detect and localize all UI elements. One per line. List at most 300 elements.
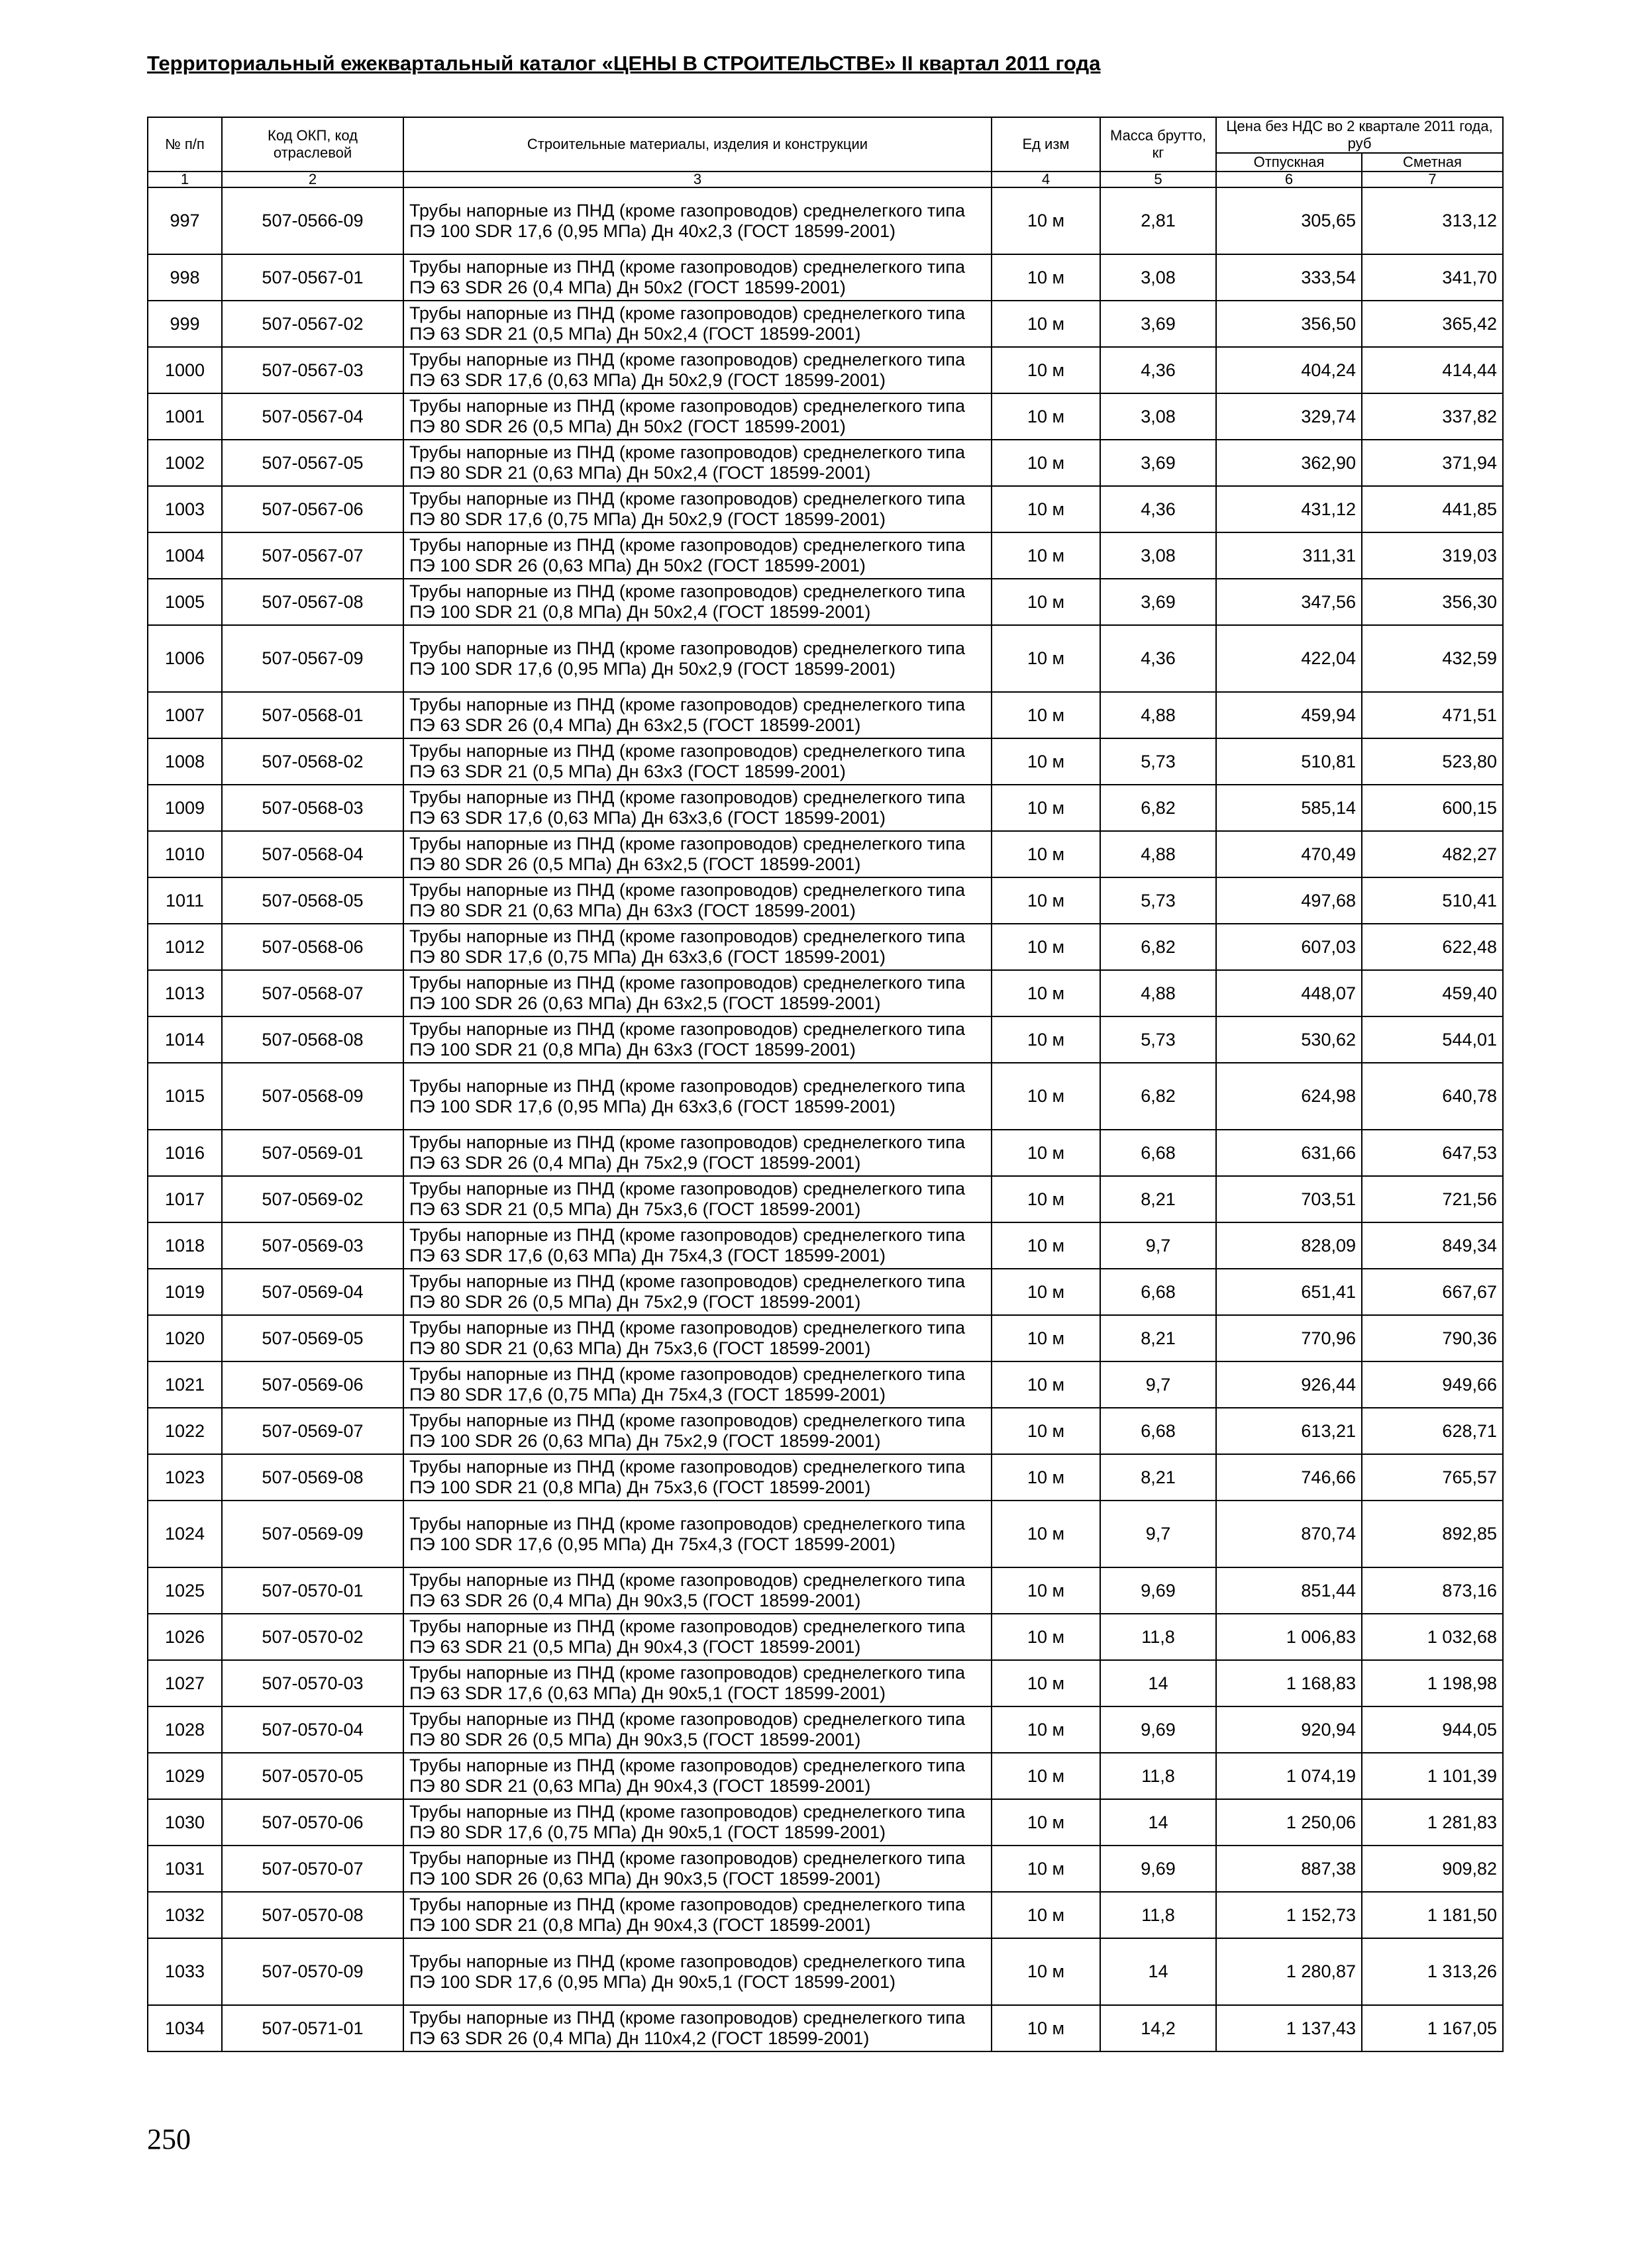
table-body [148, 187, 1503, 2051]
col-header-unit: Ед изм [992, 117, 1100, 172]
price-estimate-cell: 414,44 [1362, 347, 1503, 393]
column-number: 1 [148, 172, 222, 187]
product-code: 507-0567-02 [222, 301, 403, 347]
product-name: Трубы напорные из ПНД (кроме газопроводов) среднелегкого типа ПЭ 80 SDR 21 (0,63 МПа) Дн 63х3 (ГОСТ 18599-2001) [403, 877, 992, 924]
table-row [148, 1614, 1503, 1660]
mass-cell: 6,68 [1100, 1408, 1216, 1454]
product-name: Трубы напорные из ПНД (кроме газопроводов) среднелегкого типа ПЭ 63 SDR 17,6 (0,63 МПа) Дн 63х3,6 (ГОСТ 18599-2001) [403, 785, 992, 831]
unit-cell: 10 м [992, 1753, 1100, 1799]
col-header-code: Код ОКП, код отраслевой [222, 117, 403, 172]
product-code: 507-0567-01 [222, 254, 403, 301]
row-number: 999 [148, 301, 222, 347]
mass-cell: 4,36 [1100, 486, 1216, 532]
row-number: 1026 [148, 1614, 222, 1660]
price-release-cell: 851,44 [1216, 1567, 1362, 1614]
product-name: Трубы напорные из ПНД (кроме газопроводов) среднелегкого типа ПЭ 80 SDR 17,6 (0,75 МПа) Дн 63х3,6 (ГОСТ 18599-2001) [403, 924, 992, 970]
unit-cell: 10 м [992, 187, 1100, 254]
price-release-cell: 1 168,83 [1216, 1660, 1362, 1706]
row-number: 1002 [148, 440, 222, 486]
product-name: Трубы напорные из ПНД (кроме газопроводов) среднелегкого типа ПЭ 100 SDR 26 (0,63 МПа) Дн 50х2 (ГОСТ 18599-2001) [403, 532, 992, 579]
col-header-num: № п/п [148, 117, 222, 172]
table-row [148, 1130, 1503, 1176]
row-number: 1009 [148, 785, 222, 831]
mass-cell: 5,73 [1100, 877, 1216, 924]
row-number: 1017 [148, 1176, 222, 1222]
product-name: Трубы напорные из ПНД (кроме газопроводов) среднелегкого типа ПЭ 100 SDR 17,6 (0,95 МПа) Дн 63х3,6 (ГОСТ 18599-2001) [403, 1063, 992, 1130]
price-estimate-cell: 337,82 [1362, 393, 1503, 440]
price-estimate-cell: 721,56 [1362, 1176, 1503, 1222]
table-row [148, 1706, 1503, 1753]
table-row [148, 347, 1503, 393]
column-number: 3 [403, 172, 992, 187]
price-estimate-cell: 667,67 [1362, 1269, 1503, 1315]
product-code: 507-0570-08 [222, 1892, 403, 1938]
price-estimate-cell: 647,53 [1362, 1130, 1503, 1176]
unit-cell: 10 м [992, 970, 1100, 1016]
price-release-cell: 887,38 [1216, 1846, 1362, 1892]
unit-cell: 10 м [992, 532, 1100, 579]
price-estimate-cell: 765,57 [1362, 1454, 1503, 1501]
table-row [148, 877, 1503, 924]
price-estimate-cell: 510,41 [1362, 877, 1503, 924]
mass-cell: 5,73 [1100, 1016, 1216, 1063]
price-estimate-cell: 441,85 [1362, 486, 1503, 532]
table-row [148, 532, 1503, 579]
product-code: 507-0567-04 [222, 393, 403, 440]
price-estimate-cell: 1 313,26 [1362, 1938, 1503, 2005]
unit-cell: 10 м [992, 1660, 1100, 1706]
unit-cell: 10 м [992, 692, 1100, 738]
row-number: 1007 [148, 692, 222, 738]
product-name: Трубы напорные из ПНД (кроме газопроводов) среднелегкого типа ПЭ 80 SDR 17,6 (0,75 МПа) Дн 50х2,9 (ГОСТ 18599-2001) [403, 486, 992, 532]
mass-cell: 8,21 [1100, 1454, 1216, 1501]
row-number: 1033 [148, 1938, 222, 2005]
col-header-price-estimate: Сметная [1362, 153, 1503, 172]
price-estimate-cell: 371,94 [1362, 440, 1503, 486]
price-estimate-cell: 892,85 [1362, 1501, 1503, 1567]
column-number: 6 [1216, 172, 1362, 187]
mass-cell: 2,81 [1100, 187, 1216, 254]
table-row [148, 831, 1503, 877]
row-number: 1024 [148, 1501, 222, 1567]
unit-cell: 10 м [992, 579, 1100, 625]
price-estimate-cell: 1 167,05 [1362, 2005, 1503, 2051]
unit-cell: 10 м [992, 831, 1100, 877]
unit-cell: 10 м [992, 1501, 1100, 1567]
price-release-cell: 1 137,43 [1216, 2005, 1362, 2051]
product-name: Трубы напорные из ПНД (кроме газопроводов) среднелегкого типа ПЭ 80 SDR 21 (0,63 МПа) Дн 75х3,6 (ГОСТ 18599-2001) [403, 1315, 992, 1361]
price-estimate-cell: 628,71 [1362, 1408, 1503, 1454]
price-release-cell: 530,62 [1216, 1016, 1362, 1063]
col-header-mass: Масса брутто, кг [1100, 117, 1216, 172]
row-number: 1030 [148, 1799, 222, 1846]
product-code: 507-0570-04 [222, 1706, 403, 1753]
mass-cell: 3,69 [1100, 579, 1216, 625]
product-code: 507-0570-05 [222, 1753, 403, 1799]
unit-cell: 10 м [992, 440, 1100, 486]
price-release-cell: 356,50 [1216, 301, 1362, 347]
price-estimate-cell: 1 101,39 [1362, 1753, 1503, 1799]
price-estimate-cell: 949,66 [1362, 1361, 1503, 1408]
row-number: 1010 [148, 831, 222, 877]
price-release-cell: 510,81 [1216, 738, 1362, 785]
page-header [147, 52, 1100, 75]
product-name: Трубы напорные из ПНД (кроме газопроводов) среднелегкого типа ПЭ 63 SDR 21 (0,5 МПа) Дн 63х3 (ГОСТ 18599-2001) [403, 738, 992, 785]
mass-cell: 11,8 [1100, 1753, 1216, 1799]
product-code: 507-0570-06 [222, 1799, 403, 1846]
unit-cell: 10 м [992, 2005, 1100, 2051]
table-row [148, 254, 1503, 301]
unit-cell: 10 м [992, 877, 1100, 924]
mass-cell: 14 [1100, 1938, 1216, 2005]
product-code: 507-0568-01 [222, 692, 403, 738]
price-release-cell: 1 152,73 [1216, 1892, 1362, 1938]
mass-cell: 3,08 [1100, 393, 1216, 440]
col-header-name: Строительные материалы, изделия и конструкции [403, 117, 992, 172]
row-number: 1005 [148, 579, 222, 625]
table-row [148, 1222, 1503, 1269]
product-name: Трубы напорные из ПНД (кроме газопроводов) среднелегкого типа ПЭ 63 SDR 21 (0,5 МПа) Дн 50х2,4 (ГОСТ 18599-2001) [403, 301, 992, 347]
table-row [148, 301, 1503, 347]
row-number: 1023 [148, 1454, 222, 1501]
product-code: 507-0570-09 [222, 1938, 403, 2005]
product-name: Трубы напорные из ПНД (кроме газопроводов) среднелегкого типа ПЭ 63 SDR 26 (0,4 МПа) Дн 50х2 (ГОСТ 18599-2001) [403, 254, 992, 301]
product-code: 507-0569-09 [222, 1501, 403, 1567]
price-estimate-cell: 432,59 [1362, 625, 1503, 692]
price-release-cell: 828,09 [1216, 1222, 1362, 1269]
product-name: Трубы напорные из ПНД (кроме газопроводов) среднелегкого типа ПЭ 100 SDR 21 (0,8 МПа) Дн 75х3,6 (ГОСТ 18599-2001) [403, 1454, 992, 1501]
mass-cell: 9,7 [1100, 1361, 1216, 1408]
product-code: 507-0568-05 [222, 877, 403, 924]
unit-cell: 10 м [992, 301, 1100, 347]
mass-cell: 4,36 [1100, 347, 1216, 393]
price-release-cell: 1 250,06 [1216, 1799, 1362, 1846]
row-number: 1004 [148, 532, 222, 579]
row-number: 1022 [148, 1408, 222, 1454]
unit-cell: 10 м [992, 1454, 1100, 1501]
table-row [148, 440, 1503, 486]
product-name: Трубы напорные из ПНД (кроме газопроводов) среднелегкого типа ПЭ 80 SDR 17,6 (0,75 МПа) Дн 75х4,3 (ГОСТ 18599-2001) [403, 1361, 992, 1408]
price-estimate-cell: 1 181,50 [1362, 1892, 1503, 1938]
table-row [148, 1501, 1503, 1567]
unit-cell: 10 м [992, 1408, 1100, 1454]
product-code: 507-0566-09 [222, 187, 403, 254]
product-name: Трубы напорные из ПНД (кроме газопроводов) среднелегкого типа ПЭ 63 SDR 21 (0,5 МПа) Дн 90х4,3 (ГОСТ 18599-2001) [403, 1614, 992, 1660]
product-name: Трубы напорные из ПНД (кроме газопроводов) среднелегкого типа ПЭ 80 SDR 26 (0,5 МПа) Дн 75х2,9 (ГОСТ 18599-2001) [403, 1269, 992, 1315]
product-name: Трубы напорные из ПНД (кроме газопроводов) среднелегкого типа ПЭ 80 SDR 21 (0,63 МПа) Дн 50х2,4 (ГОСТ 18599-2001) [403, 440, 992, 486]
price-estimate-cell: 313,12 [1362, 187, 1503, 254]
unit-cell: 10 м [992, 785, 1100, 831]
mass-cell: 14 [1100, 1660, 1216, 1706]
unit-cell: 10 м [992, 1063, 1100, 1130]
row-number: 1032 [148, 1892, 222, 1938]
product-code: 507-0567-07 [222, 532, 403, 579]
product-name: Трубы напорные из ПНД (кроме газопроводов) среднелегкого типа ПЭ 63 SDR 26 (0,4 МПа) Дн 63х2,5 (ГОСТ 18599-2001) [403, 692, 992, 738]
mass-cell: 14,2 [1100, 2005, 1216, 2051]
price-estimate-cell: 600,15 [1362, 785, 1503, 831]
product-name: Трубы напорные из ПНД (кроме газопроводов) среднелегкого типа ПЭ 80 SDR 26 (0,5 МПа) Дн 63х2,5 (ГОСТ 18599-2001) [403, 831, 992, 877]
row-number: 1011 [148, 877, 222, 924]
table-row [148, 1660, 1503, 1706]
row-number: 1028 [148, 1706, 222, 1753]
product-code: 507-0567-05 [222, 440, 403, 486]
row-number: 1016 [148, 1130, 222, 1176]
price-release-cell: 1 074,19 [1216, 1753, 1362, 1799]
row-number: 1020 [148, 1315, 222, 1361]
table-row [148, 970, 1503, 1016]
table-row [148, 1176, 1503, 1222]
product-name: Трубы напорные из ПНД (кроме газопроводов) среднелегкого типа ПЭ 100 SDR 17,6 (0,95 МПа) Дн 40х2,3 (ГОСТ 18599-2001) [403, 187, 992, 254]
product-code: 507-0569-01 [222, 1130, 403, 1176]
product-name: Трубы напорные из ПНД (кроме газопроводов) среднелегкого типа ПЭ 100 SDR 21 (0,8 МПа) Дн 50х2,4 (ГОСТ 18599-2001) [403, 579, 992, 625]
table-row [148, 1016, 1503, 1063]
row-number: 1029 [148, 1753, 222, 1799]
unit-cell: 10 м [992, 393, 1100, 440]
product-code: 507-0569-04 [222, 1269, 403, 1315]
price-estimate-cell: 482,27 [1362, 831, 1503, 877]
unit-cell: 10 м [992, 347, 1100, 393]
product-name: Трубы напорные из ПНД (кроме газопроводов) среднелегкого типа ПЭ 63 SDR 21 (0,5 МПа) Дн 75х3,6 (ГОСТ 18599-2001) [403, 1176, 992, 1222]
price-estimate-cell: 909,82 [1362, 1846, 1503, 1892]
mass-cell: 3,08 [1100, 532, 1216, 579]
mass-cell: 4,88 [1100, 692, 1216, 738]
table-row [148, 692, 1503, 738]
table-row [148, 1454, 1503, 1501]
unit-cell: 10 м [992, 924, 1100, 970]
row-number: 1018 [148, 1222, 222, 1269]
price-release-cell: 305,65 [1216, 187, 1362, 254]
unit-cell: 10 м [992, 486, 1100, 532]
table-row [148, 1567, 1503, 1614]
table-row [148, 1799, 1503, 1846]
column-number: 4 [992, 172, 1100, 187]
price-release-cell: 459,94 [1216, 692, 1362, 738]
price-estimate-cell: 356,30 [1362, 579, 1503, 625]
price-release-cell: 631,66 [1216, 1130, 1362, 1176]
table-row [148, 1846, 1503, 1892]
product-code: 507-0568-03 [222, 785, 403, 831]
table-row [148, 625, 1503, 692]
table-row [148, 393, 1503, 440]
product-name: Трубы напорные из ПНД (кроме газопроводов) среднелегкого типа ПЭ 80 SDR 26 (0,5 МПа) Дн 50х2 (ГОСТ 18599-2001) [403, 393, 992, 440]
row-number: 1008 [148, 738, 222, 785]
row-number: 1031 [148, 1846, 222, 1892]
mass-cell: 9,69 [1100, 1706, 1216, 1753]
price-estimate-cell: 544,01 [1362, 1016, 1503, 1063]
table-row [148, 1938, 1503, 2005]
mass-cell: 9,7 [1100, 1501, 1216, 1567]
mass-cell: 6,68 [1100, 1130, 1216, 1176]
unit-cell: 10 м [992, 1706, 1100, 1753]
mass-cell: 4,88 [1100, 970, 1216, 1016]
product-name: Трубы напорные из ПНД (кроме газопроводов) среднелегкого типа ПЭ 63 SDR 26 (0,4 МПа) Дн 110х4,2 (ГОСТ 18599-2001) [403, 2005, 992, 2051]
product-name: Трубы напорные из ПНД (кроме газопроводов) среднелегкого типа ПЭ 63 SDR 26 (0,4 МПа) Дн 90х3,5 (ГОСТ 18599-2001) [403, 1567, 992, 1614]
price-release-cell: 404,24 [1216, 347, 1362, 393]
product-name: Трубы напорные из ПНД (кроме газопроводов) среднелегкого типа ПЭ 100 SDR 26 (0,63 МПа) Дн 75х2,9 (ГОСТ 18599-2001) [403, 1408, 992, 1454]
product-code: 507-0569-07 [222, 1408, 403, 1454]
table-row [148, 785, 1503, 831]
price-release-cell: 431,12 [1216, 486, 1362, 532]
price-release-cell: 746,66 [1216, 1454, 1362, 1501]
product-code: 507-0569-02 [222, 1176, 403, 1222]
mass-cell: 6,82 [1100, 785, 1216, 831]
price-release-cell: 770,96 [1216, 1315, 1362, 1361]
mass-cell: 9,7 [1100, 1222, 1216, 1269]
product-code: 507-0570-07 [222, 1846, 403, 1892]
product-code: 507-0568-04 [222, 831, 403, 877]
table-row [148, 1063, 1503, 1130]
price-release-cell: 422,04 [1216, 625, 1362, 692]
row-number: 1012 [148, 924, 222, 970]
unit-cell: 10 м [992, 1799, 1100, 1846]
unit-cell: 10 м [992, 1315, 1100, 1361]
row-number: 998 [148, 254, 222, 301]
mass-cell: 8,21 [1100, 1176, 1216, 1222]
price-release-cell: 920,94 [1216, 1706, 1362, 1753]
column-number: 7 [1362, 172, 1503, 187]
page-number: 250 [147, 2123, 191, 2155]
unit-cell: 10 м [992, 1130, 1100, 1176]
mass-cell: 14 [1100, 1799, 1216, 1846]
price-release-cell: 585,14 [1216, 785, 1362, 831]
product-code: 507-0570-03 [222, 1660, 403, 1706]
product-name: Трубы напорные из ПНД (кроме газопроводов) среднелегкого типа ПЭ 80 SDR 21 (0,63 МПа) Дн 90х4,3 (ГОСТ 18599-2001) [403, 1753, 992, 1799]
row-number: 1015 [148, 1063, 222, 1130]
product-name: Трубы напорные из ПНД (кроме газопроводов) среднелегкого типа ПЭ 80 SDR 17,6 (0,75 МПа) Дн 90х5,1 (ГОСТ 18599-2001) [403, 1799, 992, 1846]
unit-cell: 10 м [992, 1567, 1100, 1614]
unit-cell: 10 м [992, 1361, 1100, 1408]
column-number-row [148, 172, 1503, 187]
price-estimate-cell: 873,16 [1362, 1567, 1503, 1614]
mass-cell: 11,8 [1100, 1614, 1216, 1660]
price-release-cell: 448,07 [1216, 970, 1362, 1016]
price-release-cell: 613,21 [1216, 1408, 1362, 1454]
price-release-cell: 1 280,87 [1216, 1938, 1362, 2005]
product-code: 507-0567-08 [222, 579, 403, 625]
table-row [148, 924, 1503, 970]
price-release-cell: 329,74 [1216, 393, 1362, 440]
table-row [148, 1892, 1503, 1938]
product-name: Трубы напорные из ПНД (кроме газопроводов) среднелегкого типа ПЭ 63 SDR 26 (0,4 МПа) Дн 75х2,9 (ГОСТ 18599-2001) [403, 1130, 992, 1176]
unit-cell: 10 м [992, 1846, 1100, 1892]
unit-cell: 10 м [992, 1938, 1100, 2005]
price-release-cell: 497,68 [1216, 877, 1362, 924]
unit-cell: 10 м [992, 1269, 1100, 1315]
price-estimate-cell: 1 032,68 [1362, 1614, 1503, 1660]
price-release-cell: 470,49 [1216, 831, 1362, 877]
unit-cell: 10 м [992, 1614, 1100, 1660]
row-number: 1027 [148, 1660, 222, 1706]
mass-cell: 6,82 [1100, 1063, 1216, 1130]
product-code: 507-0569-06 [222, 1361, 403, 1408]
product-name: Трубы напорные из ПНД (кроме газопроводов) среднелегкого типа ПЭ 100 SDR 17,6 (0,95 МПа) Дн 50х2,9 (ГОСТ 18599-2001) [403, 625, 992, 692]
product-code: 507-0567-09 [222, 625, 403, 692]
product-name: Трубы напорные из ПНД (кроме газопроводов) среднелегкого типа ПЭ 100 SDR 21 (0,8 МПа) Дн 90х4,3 (ГОСТ 18599-2001) [403, 1892, 992, 1938]
product-name: Трубы напорные из ПНД (кроме газопроводов) среднелегкого типа ПЭ 100 SDR 26 (0,63 МПа) Дн 90х3,5 (ГОСТ 18599-2001) [403, 1846, 992, 1892]
price-estimate-cell: 1 198,98 [1362, 1660, 1503, 1706]
table-row [148, 738, 1503, 785]
row-number: 1014 [148, 1016, 222, 1063]
product-code: 507-0568-06 [222, 924, 403, 970]
price-release-cell: 624,98 [1216, 1063, 1362, 1130]
price-estimate-cell: 849,34 [1362, 1222, 1503, 1269]
table-row [148, 1315, 1503, 1361]
mass-cell: 4,36 [1100, 625, 1216, 692]
unit-cell: 10 м [992, 738, 1100, 785]
product-code: 507-0569-03 [222, 1222, 403, 1269]
product-code: 507-0568-09 [222, 1063, 403, 1130]
price-release-cell: 870,74 [1216, 1501, 1362, 1567]
price-table [147, 117, 1504, 2052]
price-estimate-cell: 523,80 [1362, 738, 1503, 785]
mass-cell: 6,82 [1100, 924, 1216, 970]
product-name: Трубы напорные из ПНД (кроме газопроводов) среднелегкого типа ПЭ 100 SDR 17,6 (0,95 МПа) Дн 75х4,3 (ГОСТ 18599-2001) [403, 1501, 992, 1567]
price-estimate-cell: 1 281,83 [1362, 1799, 1503, 1846]
price-estimate-cell: 341,70 [1362, 254, 1503, 301]
row-number: 997 [148, 187, 222, 254]
price-release-cell: 1 006,83 [1216, 1614, 1362, 1660]
product-name: Трубы напорные из ПНД (кроме газопроводов) среднелегкого типа ПЭ 63 SDR 17,6 (0,63 МПа) Дн 75х4,3 (ГОСТ 18599-2001) [403, 1222, 992, 1269]
row-number: 1003 [148, 486, 222, 532]
product-code: 507-0569-08 [222, 1454, 403, 1501]
product-name: Трубы напорные из ПНД (кроме газопроводов) среднелегкого типа ПЭ 80 SDR 26 (0,5 МПа) Дн 90х3,5 (ГОСТ 18599-2001) [403, 1706, 992, 1753]
table-row [148, 1408, 1503, 1454]
row-number: 1013 [148, 970, 222, 1016]
product-name: Трубы напорные из ПНД (кроме газопроводов) среднелегкого типа ПЭ 100 SDR 21 (0,8 МПа) Дн 63х3 (ГОСТ 18599-2001) [403, 1016, 992, 1063]
unit-cell: 10 м [992, 1176, 1100, 1222]
product-code: 507-0569-05 [222, 1315, 403, 1361]
mass-cell: 3,69 [1100, 301, 1216, 347]
price-estimate-cell: 471,51 [1362, 692, 1503, 738]
price-estimate-cell: 640,78 [1362, 1063, 1503, 1130]
mass-cell: 3,08 [1100, 254, 1216, 301]
price-release-cell: 362,90 [1216, 440, 1362, 486]
product-name: Трубы напорные из ПНД (кроме газопроводов) среднелегкого типа ПЭ 63 SDR 17,6 (0,63 МПа) Дн 50х2,9 (ГОСТ 18599-2001) [403, 347, 992, 393]
row-number: 1001 [148, 393, 222, 440]
price-estimate-cell: 459,40 [1362, 970, 1503, 1016]
table-row [148, 1753, 1503, 1799]
price-estimate-cell: 365,42 [1362, 301, 1503, 347]
product-code: 507-0570-01 [222, 1567, 403, 1614]
col-header-price-release: Отпускная [1216, 153, 1362, 172]
price-release-cell: 926,44 [1216, 1361, 1362, 1408]
product-code: 507-0568-02 [222, 738, 403, 785]
price-release-cell: 333,54 [1216, 254, 1362, 301]
table-row [148, 2005, 1503, 2051]
price-estimate-cell: 944,05 [1362, 1706, 1503, 1753]
product-name: Трубы напорные из ПНД (кроме газопроводов) среднелегкого типа ПЭ 100 SDR 17,6 (0,95 МПа) Дн 90х5,1 (ГОСТ 18599-2001) [403, 1938, 992, 2005]
price-release-cell: 703,51 [1216, 1176, 1362, 1222]
price-release-cell: 651,41 [1216, 1269, 1362, 1315]
page-header-text: Территориальный ежеквартальный каталог «ЦЕНЫ В СТРОИТЕЛЬСТВЕ» II квартал 2011 года [147, 52, 1101, 75]
row-number: 1021 [148, 1361, 222, 1408]
product-name: Трубы напорные из ПНД (кроме газопроводов) среднелегкого типа ПЭ 100 SDR 26 (0,63 МПа) Дн 63х2,5 (ГОСТ 18599-2001) [403, 970, 992, 1016]
col-header-price-group: Цена без НДС во 2 квартале 2011 года, руб [1216, 117, 1503, 153]
product-code: 507-0567-06 [222, 486, 403, 532]
row-number: 1025 [148, 1567, 222, 1614]
mass-cell: 8,21 [1100, 1315, 1216, 1361]
table-row [148, 1269, 1503, 1315]
price-release-cell: 607,03 [1216, 924, 1362, 970]
unit-cell: 10 м [992, 254, 1100, 301]
mass-cell: 4,88 [1100, 831, 1216, 877]
mass-cell: 9,69 [1100, 1567, 1216, 1614]
table-row [148, 579, 1503, 625]
table-row [148, 187, 1503, 254]
unit-cell: 10 м [992, 1016, 1100, 1063]
mass-cell: 5,73 [1100, 738, 1216, 785]
unit-cell: 10 м [992, 1892, 1100, 1938]
